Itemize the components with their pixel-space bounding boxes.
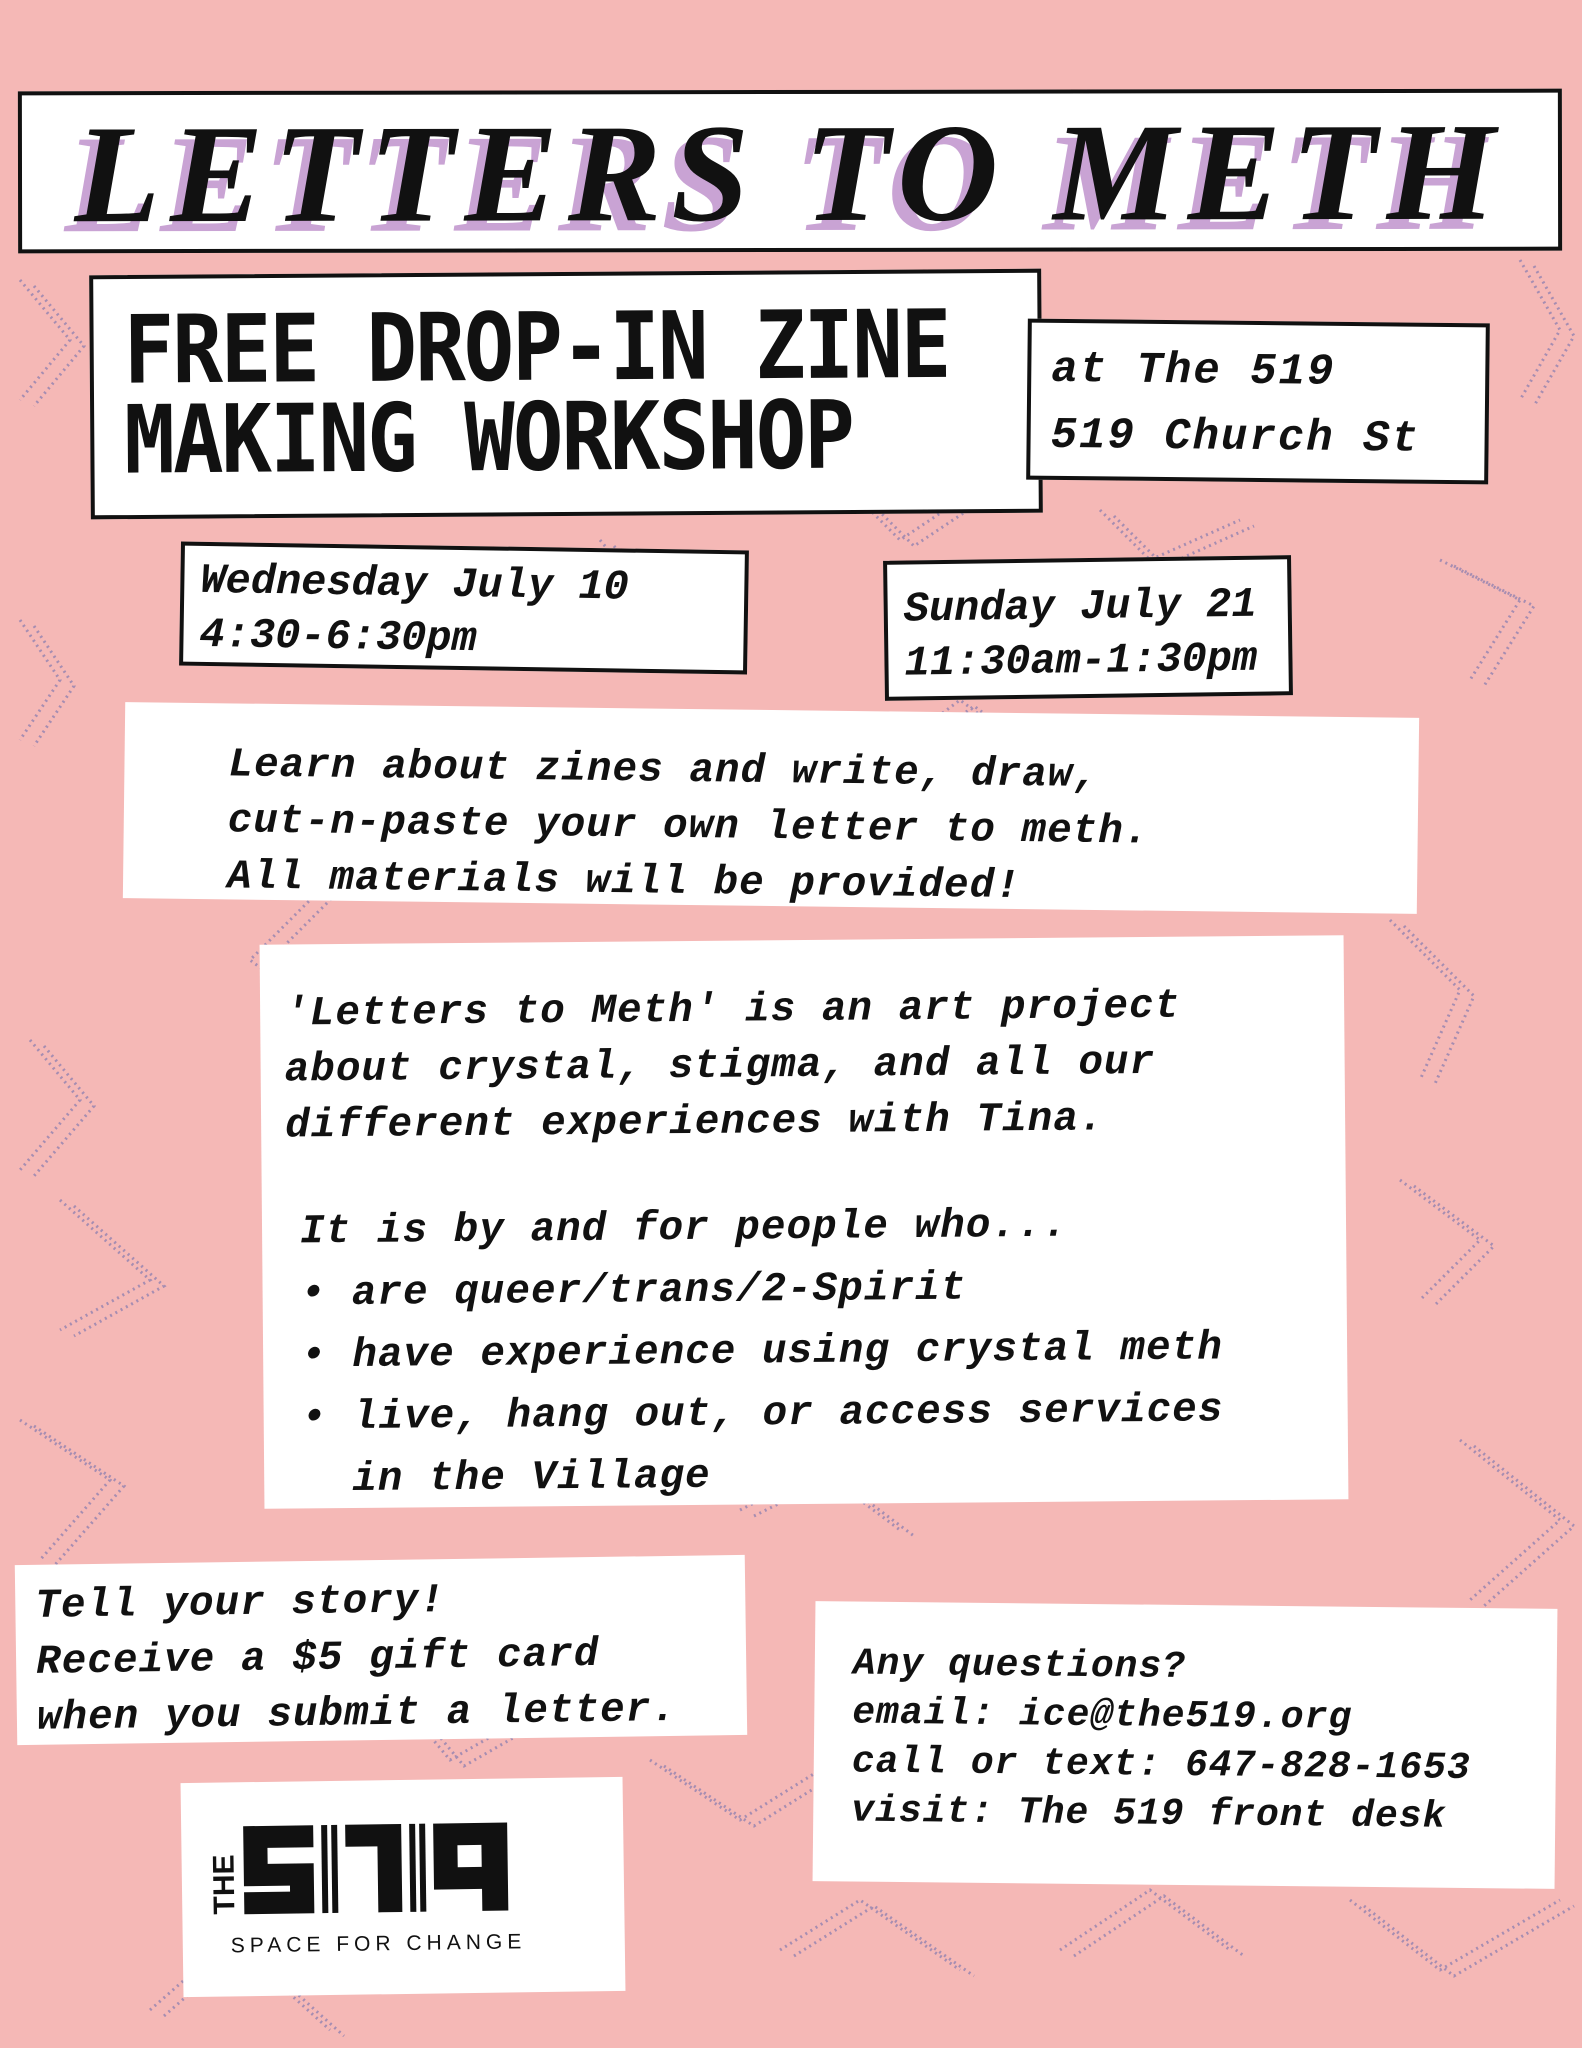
contact-box: [813, 1601, 1558, 1889]
venue-line-1: at The 519: [1051, 344, 1336, 398]
pattern-chevron: [34, 286, 84, 406]
pattern-chevron: [20, 280, 70, 400]
pattern-chevron: [1074, 1896, 1244, 1956]
date1-time: 4:30-6:30pm: [199, 610, 478, 664]
pattern-chevron: [1060, 1890, 1230, 1950]
who-bullet-2: • have experience using crystal meth: [300, 1325, 1224, 1380]
title-banner: [18, 89, 1562, 254]
contact-phone: call or text: 647-828-1653: [851, 1740, 1471, 1790]
workshop-banner: [89, 269, 1043, 520]
about-line-2: about crystal, stigma, and all our: [284, 1039, 1156, 1094]
date-box-wednesday: [179, 542, 749, 675]
logo-the: THE: [207, 1854, 242, 1915]
contact-email: email: ice@the519.org: [852, 1691, 1353, 1740]
pattern-chevron: [664, 1766, 834, 1826]
pattern-chevron: [60, 1200, 150, 1330]
pattern-chevron: [1460, 1440, 1560, 1600]
pattern-chevron: [20, 1420, 110, 1560]
story-line-2: Receive a $5 gift card: [35, 1631, 600, 1686]
the519-logo: [181, 1777, 626, 1997]
who-bullet-3: • live, hang out, or access services: [301, 1387, 1224, 1442]
pattern-chevron: [1400, 1180, 1480, 1300]
pattern-chevron: [34, 1046, 94, 1176]
date2-day: Sunday July 21: [903, 580, 1257, 634]
pattern-chevron: [20, 620, 60, 740]
who-bullet-2-text: have experience using crystal meth: [352, 1325, 1224, 1379]
who-bullet-3-cont: in the Village: [352, 1453, 711, 1503]
learn-line-1: Learn about zines and write, draw,: [228, 742, 1100, 800]
workshop-line-1: FREE DROP-IN ZINE: [123, 289, 950, 405]
about-box: [260, 935, 1349, 1508]
learn-line-3: All materials will be provided!: [226, 854, 1022, 911]
contact-visit: visit: The 519 front desk: [851, 1789, 1447, 1839]
pattern-chevron: [34, 1426, 124, 1566]
pattern-chevron: [794, 1906, 974, 1976]
contact-question: Any questions?: [852, 1642, 1187, 1690]
who-bullet-3-text: live, hang out, or access services: [352, 1387, 1224, 1441]
who-bullet-1-text: are queer/trans/2-Spirit: [351, 1265, 967, 1317]
who-bullet-1: • are queer/trans/2-Spirit: [300, 1265, 967, 1318]
pattern-chevron: [1520, 260, 1560, 400]
pattern-chevron: [1390, 920, 1460, 1080]
venue-box: [1026, 319, 1490, 485]
about-line-3: different experiences with Tina.: [284, 1096, 1105, 1150]
about-line-1: 'Letters to Meth' is an art project: [283, 983, 1181, 1038]
pattern-chevron: [1454, 566, 1534, 686]
pattern-chevron: [650, 1760, 820, 1820]
pattern-chevron: [1100, 510, 1240, 560]
story-line-1: Tell your story!: [35, 1578, 446, 1630]
pattern-chevron: [1534, 266, 1574, 406]
workshop-line-2: MAKING WORKSHOP: [123, 380, 854, 495]
pattern-chevron: [1440, 560, 1520, 680]
poster-title: LETTERS TO METH: [74, 94, 1506, 253]
learn-line-2: cut-n-paste your own letter to meth.: [227, 798, 1150, 856]
pattern-chevron: [1350, 1900, 1560, 1970]
pattern-chevron: [1364, 1906, 1574, 1976]
pattern-chevron: [1404, 926, 1474, 1086]
learn-box: [123, 702, 1419, 914]
pattern-chevron: [1414, 1186, 1494, 1306]
pattern-chevron: [20, 1040, 80, 1170]
story-box: [15, 1555, 747, 1745]
logo-tagline: SPACE FOR CHANGE: [230, 1930, 527, 1958]
who-intro: It is by and for people who...: [299, 1202, 1069, 1256]
pattern-chevron: [34, 626, 74, 746]
venue-line-2: 519 Church St: [1050, 410, 1421, 465]
story-line-3: when you submit a letter.: [36, 1686, 678, 1742]
the519-logo-mark: [181, 1777, 626, 1997]
date1-day: Wednesday July 10: [200, 556, 630, 612]
date-box-sunday: [883, 555, 1293, 701]
date2-time: 11:30am-1:30pm: [904, 634, 1258, 688]
pattern-chevron: [780, 1900, 960, 1970]
